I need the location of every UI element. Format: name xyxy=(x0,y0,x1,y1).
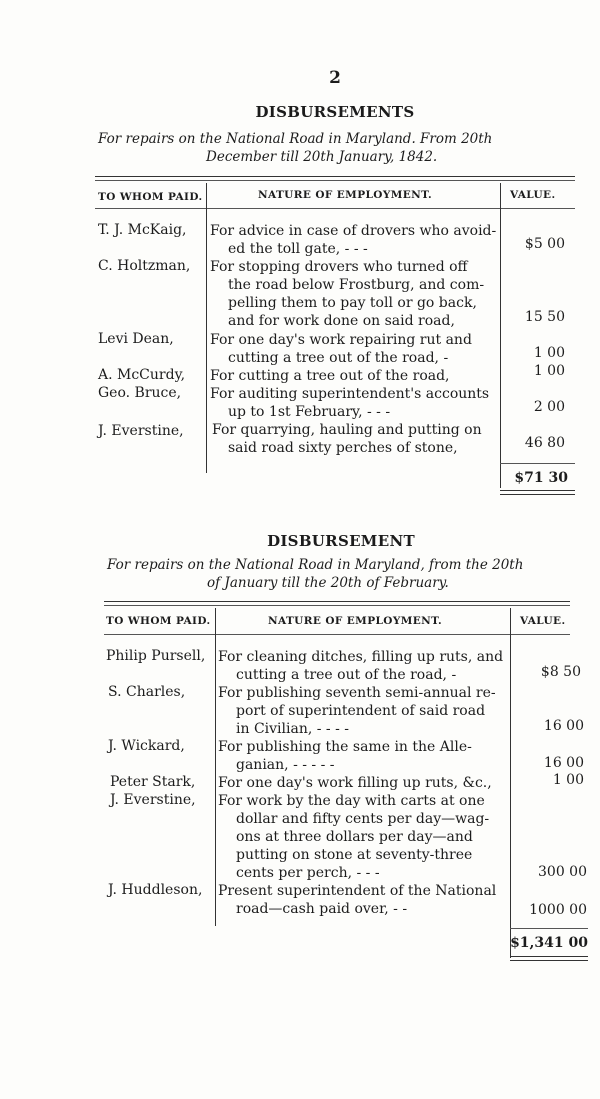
section-2-header-nature: NATURE OF EMPLOYMENT. xyxy=(268,615,443,627)
section-2-row-2-name: S. Charles, xyxy=(108,684,186,700)
section-2-row-3-value: 16 00 xyxy=(543,755,584,771)
section-1-row-3-desc-1: For one day's work repairing rut and xyxy=(210,332,472,348)
section-2-row-5-desc-5: cents per perch, - - - xyxy=(236,865,380,881)
section-1-row-2-desc-2: the road below Frostburg, and com- xyxy=(228,277,485,293)
section-2-row-1-desc-1: For cleaning ditches, filling up ruts, and xyxy=(218,649,504,665)
section-2-heading: DISBURSEMENT xyxy=(267,532,415,550)
section-2-header-rule xyxy=(104,634,570,635)
section-1-row-6-desc-2: said road sixty perches of stone, xyxy=(228,440,458,456)
section-1-row-5-name: Geo. Bruce, xyxy=(98,385,182,401)
section-2-total-rule xyxy=(510,928,588,929)
section-1-row-3-value: 1 00 xyxy=(533,345,565,361)
section-2-row-3-name: J. Wickard, xyxy=(108,738,185,754)
section-2-row-6-desc-1: Present superintendent of the National xyxy=(218,883,497,899)
section-1-row-2-desc-1: For stopping drovers who turned off xyxy=(210,259,468,275)
section-2-total-double-rule xyxy=(510,956,588,961)
section-1-row-1-name: T. J. McKaig, xyxy=(98,222,187,238)
section-1-row-6-value: 46 80 xyxy=(524,435,565,451)
section-1-total-double-rule xyxy=(500,490,575,495)
section-2-row-5-desc-3: ons at three dollars per day—and xyxy=(236,829,473,845)
section-2-row-2-value: 16 00 xyxy=(543,718,584,734)
section-2-row-3-desc-2: ganian, - - - - - xyxy=(236,757,335,773)
section-2-subtitle-line-2: of January till the 20th of February. xyxy=(207,575,449,591)
section-1-total-rule xyxy=(500,463,575,464)
section-2-row-5-name: J. Everstine, xyxy=(110,792,196,808)
section-2-row-5-value: 300 00 xyxy=(538,864,587,880)
section-1-row-2-desc-4: and for work done on said road, xyxy=(228,313,455,329)
section-1-row-3-desc-2: cutting a tree out of the road, - xyxy=(228,350,449,366)
section-2-row-5-desc-2: dollar and fifty cents per day—wag- xyxy=(236,811,490,827)
section-1-subtitle-line-1: For repairs on the National Road in Maryland. From 20th xyxy=(98,131,493,147)
section-1-row-5-desc-2: up to 1st February, - - - xyxy=(228,404,391,420)
section-2-row-1-desc-2: cutting a tree out of the road, - xyxy=(236,667,457,683)
section-2-row-4-value: 1 00 xyxy=(552,772,584,788)
section-1-row-4-value: 1 00 xyxy=(533,363,565,379)
section-2-header-value: VALUE. xyxy=(520,615,566,627)
section-2-row-2-desc-2: port of superintendent of said road xyxy=(236,703,486,719)
section-2-header-to-whom-paid: TO WHOM PAID. xyxy=(106,615,211,627)
section-2-column-divider-1 xyxy=(215,608,216,926)
section-2-row-4-desc-1: For one day's work filling up ruts, &c., xyxy=(218,775,492,791)
section-1-row-4-name: A. McCurdy, xyxy=(98,367,186,383)
section-2-subtitle-line-1: For repairs on the National Road in Maryland, from the 20th xyxy=(107,557,524,573)
section-1-row-5-value: 2 00 xyxy=(533,399,565,415)
section-2-row-6-desc-2: road—cash paid over, - - xyxy=(236,901,408,917)
section-2-total: $1,341 00 xyxy=(510,935,588,951)
section-2-row-2-desc-3: in Civilian, - - - - xyxy=(236,721,350,737)
section-2-row-5-desc-4: putting on stone at seventy-three xyxy=(236,847,473,863)
section-1-row-6-desc-1: For quarrying, hauling and putting on xyxy=(212,422,482,438)
section-1-row-1-desc-1: For advice in case of drovers who avoid- xyxy=(210,223,497,239)
section-1-row-1-value: $5 00 xyxy=(524,236,565,252)
section-1-total: $71 30 xyxy=(514,470,568,486)
section-1-row-1-desc-2: ed the toll gate, - - - xyxy=(228,241,368,257)
section-1-subtitle-line-2: December till 20th January, 1842. xyxy=(206,149,438,165)
section-1-header-rule xyxy=(95,208,575,209)
section-1-row-2-value: 15 50 xyxy=(524,309,565,325)
section-1-header-value: VALUE. xyxy=(510,189,556,201)
section-2-row-3-desc-1: For publishing the same in the Alle- xyxy=(218,739,472,755)
section-1-header-nature: NATURE OF EMPLOYMENT. xyxy=(258,189,433,201)
section-1-column-divider-1 xyxy=(206,183,207,473)
section-1-row-3-name: Levi Dean, xyxy=(98,331,174,347)
section-1-top-rule xyxy=(95,176,575,177)
section-2-row-1-value: $8 50 xyxy=(540,664,581,680)
section-1-row-2-name: C. Holtzman, xyxy=(98,258,191,274)
section-2-row-6-name: J. Huddleson, xyxy=(108,882,203,898)
page-number: 2 xyxy=(329,68,341,88)
section-2-top-rule xyxy=(104,601,570,602)
section-2-row-2-desc-1: For publishing seventh semi-annual re- xyxy=(218,685,496,701)
section-1-row-2-desc-3: pelling them to pay toll or go back, xyxy=(228,295,477,311)
section-1-row-4-desc-1: For cutting a tree out of the road, xyxy=(210,368,450,384)
section-1-header-to-whom-paid: TO WHOM PAID. xyxy=(98,191,203,203)
section-2-top-rule-2 xyxy=(104,605,570,606)
section-2-row-6-value: 1000 00 xyxy=(529,902,587,918)
section-2-row-4-name: Peter Stark, xyxy=(110,774,196,790)
section-1-heading: DISBURSEMENTS xyxy=(255,103,415,121)
section-1-row-5-desc-1: For auditing superintendent's accounts xyxy=(210,386,490,402)
section-1-row-6-name: J. Everstine, xyxy=(98,423,184,439)
section-2-row-5-desc-1: For work by the day with carts at one xyxy=(218,793,485,809)
section-1-top-rule-2 xyxy=(95,180,575,181)
section-2-row-1-name: Philip Pursell, xyxy=(106,648,206,664)
